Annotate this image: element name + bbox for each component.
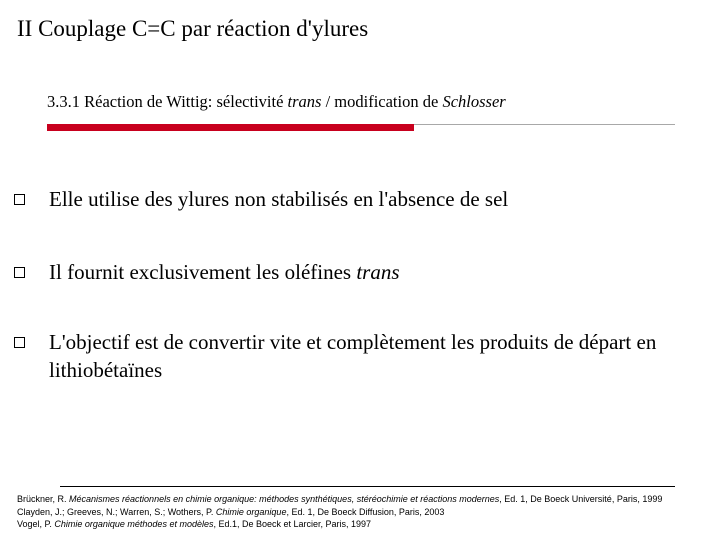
title-underline-accent xyxy=(47,124,414,131)
square-bullet-icon xyxy=(14,337,25,348)
square-bullet-icon xyxy=(14,194,25,205)
section-subtitle xyxy=(47,92,506,112)
reference-item xyxy=(17,518,662,531)
subtitle-italic-schlosser: Schlosser xyxy=(442,92,506,111)
bullet-text: Elle utilise des ylures non stabilisés en l'absence de sel xyxy=(49,187,509,211)
reference-item xyxy=(17,493,662,506)
reference-author: Brückner, R. xyxy=(17,494,70,504)
reference-title: Mécanismes réactionnels en chimie organique: méthodes synthétiques, stéréochimie et réactions modernes xyxy=(69,494,500,504)
reference-details: , Ed.1, De Boeck et Larcier, Paris, 1997 xyxy=(213,519,372,529)
bullet-item-3 xyxy=(14,328,720,384)
reference-title: Chimie organique méthodes et modèles xyxy=(54,519,214,529)
reference-details: , Ed. 1, De Boeck Université, Paris, 1999 xyxy=(499,494,663,504)
subtitle-middle: / modification de xyxy=(321,92,443,111)
bullet-text-italic: trans xyxy=(356,260,400,284)
subtitle-prefix: 3.3.1 Réaction de Wittig: sélectivité xyxy=(47,92,288,111)
bullet-item-1 xyxy=(14,185,720,213)
references xyxy=(17,493,662,531)
bullet-item-2 xyxy=(14,258,720,286)
subtitle-italic-trans: trans xyxy=(287,92,322,111)
bullet-text: L'objectif est de convertir vite et complètement les produits de départ en lithiobétaïnes xyxy=(49,330,657,382)
square-bullet-icon xyxy=(14,267,25,278)
reference-details: , Ed. 1, De Boeck Diffusion, Paris, 2003 xyxy=(286,506,445,517)
slide-title: II Couplage C=C par réaction d'ylures xyxy=(17,16,369,41)
reference-title: Chimie organique xyxy=(215,506,287,517)
reference-author: Vogel, P. xyxy=(17,519,55,529)
reference-author: Clayden, J.; Greeves, N.; Warren, S.; Wothers, P. xyxy=(17,506,216,517)
references-divider xyxy=(60,486,675,487)
bullet-text-main: Il fournit exclusivement les oléfines xyxy=(49,260,357,284)
reference-item xyxy=(17,506,662,519)
bullet-text xyxy=(49,258,400,286)
title-underline-thin xyxy=(414,124,675,125)
